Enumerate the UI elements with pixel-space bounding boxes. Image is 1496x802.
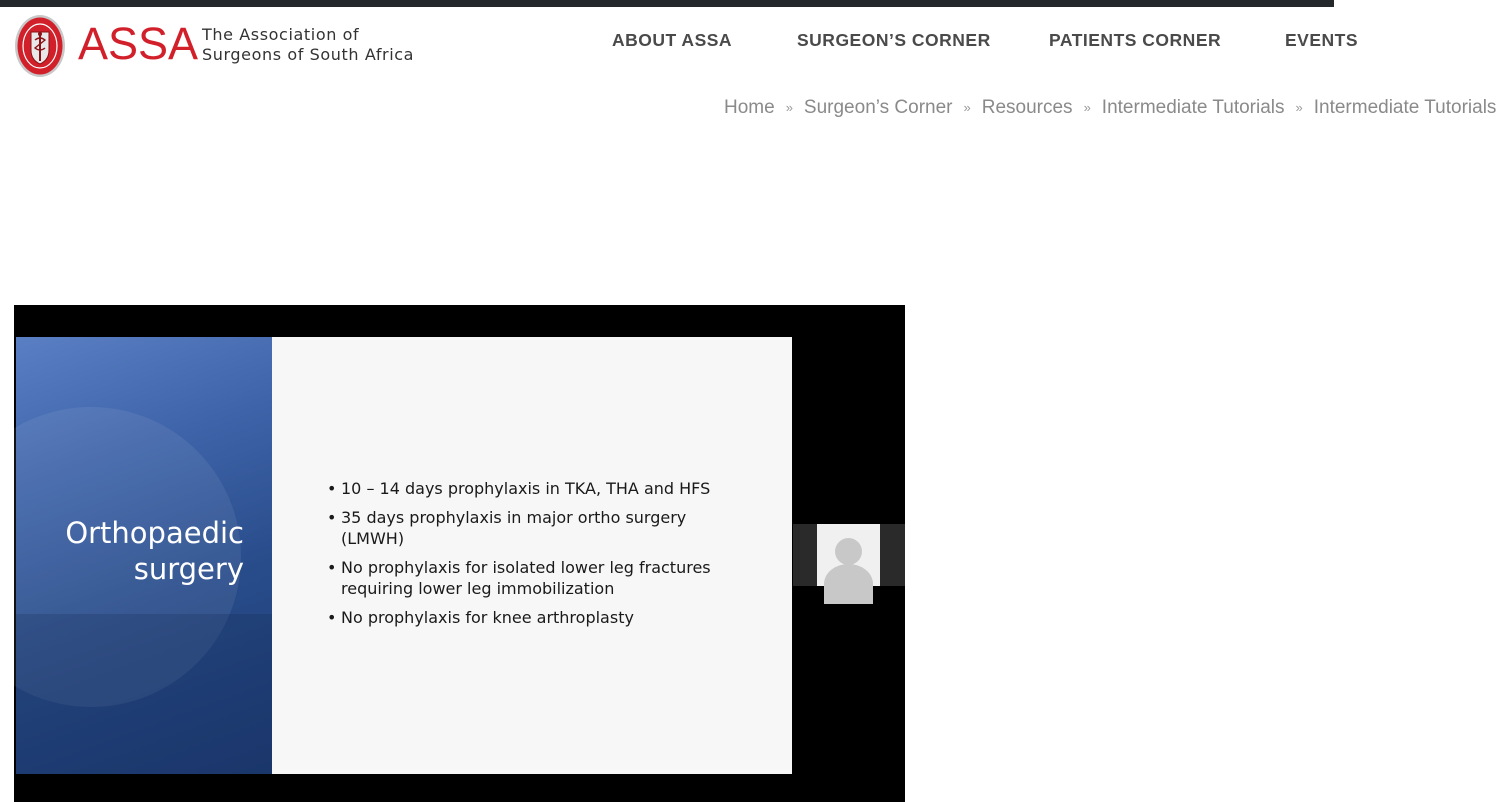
slide-title-line2: surgery (133, 552, 244, 586)
user-avatar-placeholder-icon[interactable] (817, 524, 880, 586)
avatar-body-shape (824, 564, 873, 604)
breadcrumb-separator: » (1295, 100, 1303, 115)
slide-title-line1: Orthopaedic (65, 516, 244, 550)
logo-tagline-line1: The Association of (202, 25, 360, 44)
breadcrumb-separator: » (1083, 100, 1091, 115)
logo-wordmark[interactable]: ASSA (78, 18, 199, 69)
nav-item-surgeons-corner[interactable]: SURGEON’S CORNER (797, 30, 991, 50)
nav-item-events[interactable]: EVENTS (1285, 30, 1359, 50)
logo-tagline-line2: Surgeons of South Africa (202, 45, 415, 64)
breadcrumb-home[interactable]: Home (724, 97, 775, 118)
decorative-band (16, 614, 272, 774)
slide-content-panel (272, 337, 792, 774)
slide-bullet: • No prophylaxis for knee arthroplasty (327, 607, 747, 628)
slide-title-panel (16, 337, 272, 774)
slide-bullet-list (327, 478, 747, 636)
site-header (0, 7, 1359, 87)
slide-title (65, 515, 244, 587)
breadcrumb-separator: » (785, 100, 793, 115)
breadcrumb-current: Intermediate Tutorials (1313, 97, 1496, 118)
video-player[interactable] (14, 305, 905, 802)
breadcrumb (724, 97, 1496, 119)
slide-bullet: • No prophylaxis for isolated lower leg fractures requiring lower leg immobilization (327, 557, 747, 599)
avatar-head-shape (835, 538, 862, 565)
main-nav (0, 7, 1359, 87)
nav-item-about-assa[interactable]: ABOUT ASSA (612, 30, 733, 50)
breadcrumb-intermediate-tutorials[interactable]: Intermediate Tutorials (1101, 97, 1285, 118)
breadcrumb-surgeons-corner[interactable]: Surgeon’s Corner (803, 97, 953, 118)
slide-bullet: • 10 – 14 days prophylaxis in TKA, THA and HFS (327, 478, 747, 499)
participant-strip (793, 524, 905, 586)
slide-bullet: • 35 days prophylaxis in major ortho surgery (LMWH) (327, 507, 747, 549)
breadcrumb-separator: » (963, 100, 971, 115)
nav-item-patients-corner[interactable]: PATIENTS CORNER (1049, 30, 1222, 50)
top-bar (0, 0, 1334, 7)
breadcrumb-resources[interactable]: Resources (981, 97, 1073, 118)
